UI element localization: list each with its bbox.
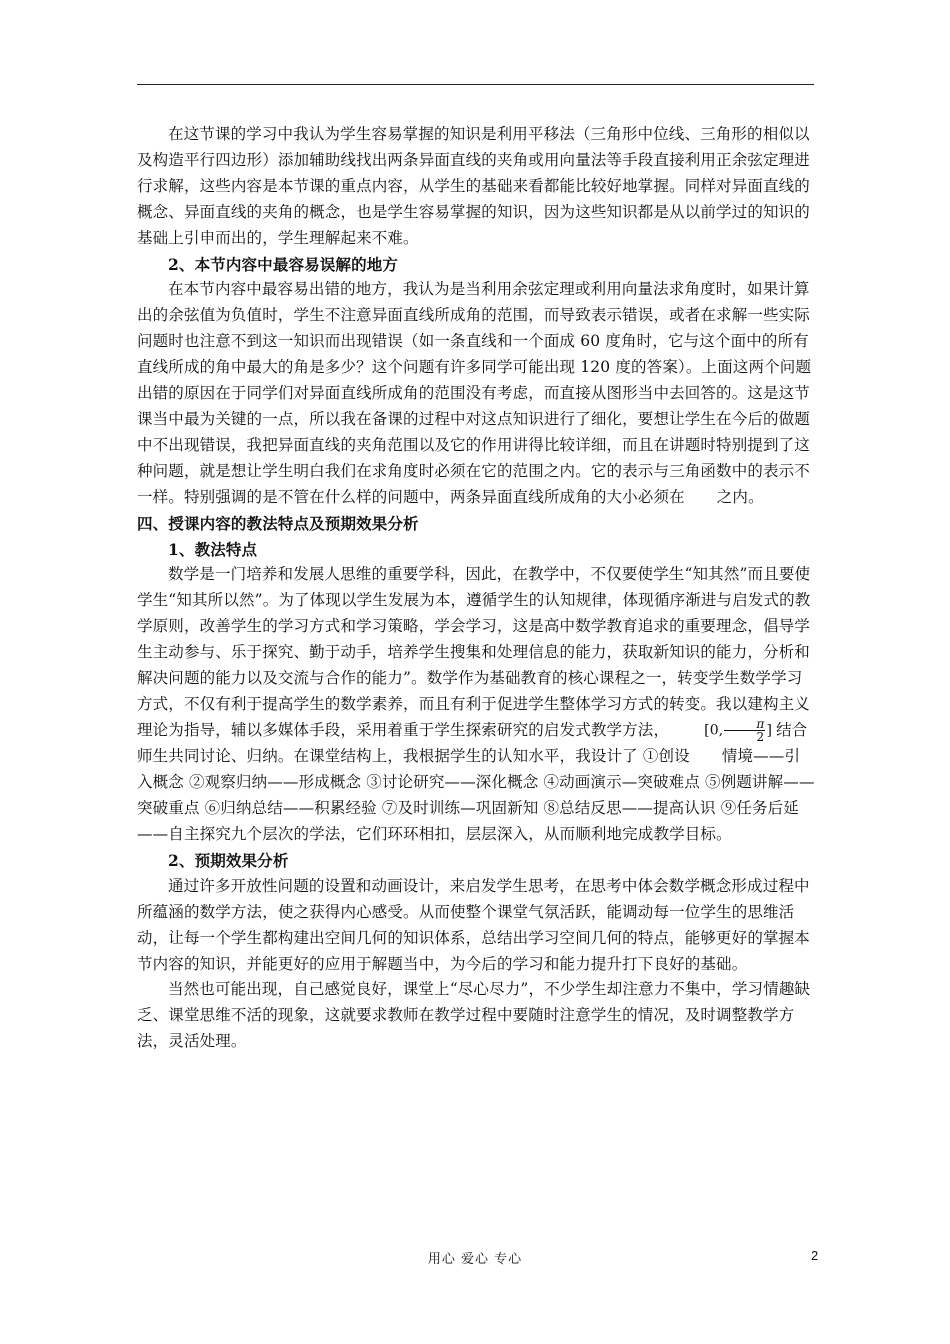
paragraph-easy-knowledge: 在这节课的学习中我认为学生容易掌握的知识是利用平移法（三角形中位线、三角形的相似以及构造平行四边形）添加辅助线找出两条异面直线的夹角或用向量法等手段直接利用正余弦定理进行求解，这些内容是本节课的重点内容，从学生的基础来看都能比较好地掌握。同样对异面直线的概念、异面直线的夹角的概念，也是学生容易掌握的知识，因为这些知识都是从以前学过的知识的基础上引申而出的，学生理解起来不难。 bbox=[137, 125, 810, 247]
page-number: 2 bbox=[811, 1248, 819, 1263]
formula-open: [0, bbox=[704, 722, 724, 739]
paragraph-misunderstanding bbox=[137, 277, 815, 510]
formula-fraction bbox=[724, 718, 765, 743]
header-rule bbox=[137, 84, 814, 85]
formula-denominator: 2 bbox=[756, 729, 765, 744]
paragraph-misunderstanding-end: 之内。 bbox=[716, 487, 764, 506]
formula-close: ] bbox=[766, 722, 773, 739]
paragraph-misunderstanding-text: 在本节内容中最容易出错的地方，我认为是当利用余弦定理或利用向量法求角度时，如果计算出的余弦值为负值时，学生不注意异面直线所成角的范围，而导致表示错误，或者在求解一些实际问题时也注意不到这一知识而出现错误（如一条直线和一个面成 60 度角时，它与这个面中的所有直线所成的角中最大的角是多少？这个问题有许多同学可能出现 120 度的答案）。上面这两个问题出错的原因在于同学们对异面直线所成角的范围没有考虑，而直接从图形当中去回答的。这是这节课当中最为关键的一点，所以我在备课的过程中对这点知识进行了细化，要想让学生在今后的做题中不出现错误，我把异面直线的夹角范围以及它的作用讲得比较详细，而且在讲题时特别提到了这种问题，就是想让学生明白我们在求角度时必须在它的范围之内。它的表示与三角函数中的表示不一样。特别强调的是不管在什么样的问题中，两条异面直线所成角的大小必须在 bbox=[137, 280, 812, 506]
angle-range-formula bbox=[673, 718, 772, 744]
heading-teaching-method: 四、授课内容的教法特点及预期效果分析 bbox=[137, 513, 419, 533]
paragraph-expected-effect: 通过许多开放性问题的设置和动画设计，来启发学生思考，在思考中体会数学概念形成过程中所蕴涵的数学方法，使之获得内心感受。从而使整个课堂气氛活跃，能调动每一位学生的思维活动，让每一个学生都构建出空间几何的知识体系，总结出学习空间几何的特点，能够更好的掌握本节内容的知识，并能更好的应用于解题当中，为今后的学习和能力提升打下良好的基础。 bbox=[137, 876, 810, 973]
formula-numerator: π bbox=[724, 718, 765, 731]
heading-misunderstanding: 2、本节内容中最容易误解的地方 bbox=[168, 254, 399, 274]
heading-expected-effect: 2、预期效果分析 bbox=[168, 850, 289, 870]
paragraph-method-text-3: 情境——引入概念 ②观察归纳——形成概念 ③讨论研究——深化概念 ④动画演示—突破难点 ⑤例题讲解——突破重点 ⑥归纳总结——积累经验 ⑦及时训练—巩固新知 ⑧总结反思——提高认识 ⑨任务后延——自主探究九个层次的学法，它们环环相扣，层层深入，从而顺利地完成教学目标。 bbox=[137, 747, 815, 843]
heading-method-features: 1、教法特点 bbox=[168, 539, 258, 559]
paragraph-method-features bbox=[137, 562, 815, 847]
paragraph-method-text-2: 结合师生共同讨论、归纳。在课堂结构上，我根据学生的认知水平，我设计了 ①创设 bbox=[137, 721, 808, 766]
footer-motto: 用心 爱心 专心 bbox=[427, 1252, 523, 1267]
paragraph-caveat: 当然也可能出现，自己感觉良好，课堂上“尽心尽力”，不少学生却注意力不集中，学习情趣缺乏、课堂思维不活的现象，这就要求教师在教学过程中要随时注意学生的情况，及时调整教学方法，灵活处理。 bbox=[137, 980, 811, 1051]
document-body bbox=[137, 122, 815, 1055]
paragraph-method-text-1: 数学是一门培养和发展人思维的重要学科，因此，在教学中，不仅要使学生“知其然”而且要使学生“知其所以然”。为了体现以学生发展为本，遵循学生的认知规律，体现循序渐进与启发式的教学原则，改善学生的学习方式和学习策略，学会学习，这是高中数学教育追求的重要理念，倡导学生主动参与、乐于探究、勤于动手，培养学生搜集和处理信息的能力，获取新知识的能力，分析和解决问题的能力以及交流与合作的能力”。数学作为基础教育的核心课程之一，转变学生数学学习方式，不仅有利于提高学生的数学素养，而且有利于促进学生整体学习方式的转变。我以建构主义理论为指导，辅以多媒体手段，采用着重于学生探索研究的启发式教学方法， bbox=[137, 565, 811, 740]
